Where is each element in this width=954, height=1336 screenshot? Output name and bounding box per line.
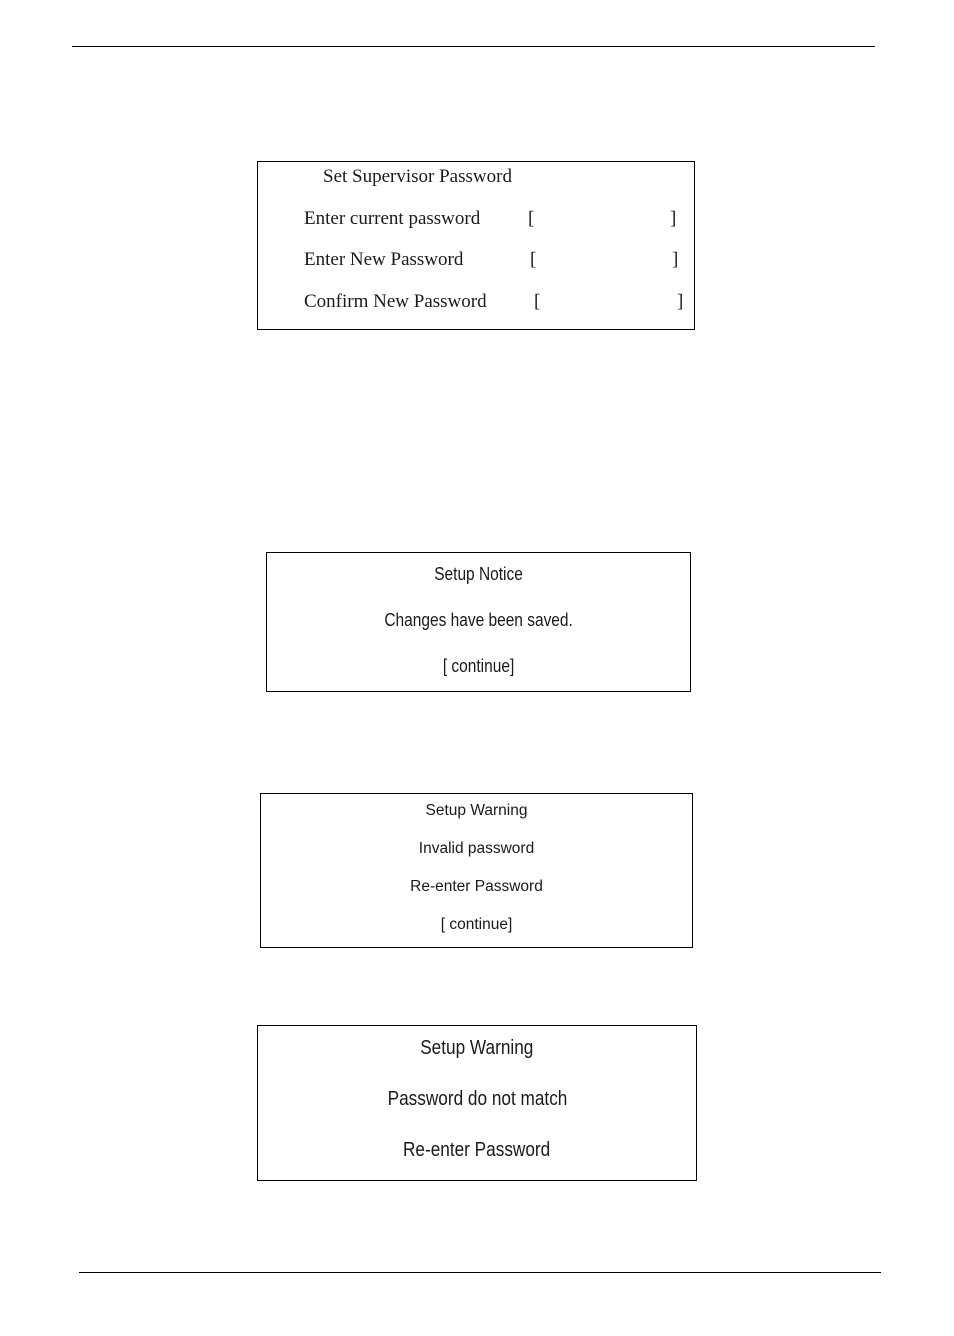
warning-message: Invalid password: [418, 840, 535, 857]
dialog-title: Setup Warning: [425, 802, 528, 819]
new-password-field-close-bracket[interactable]: ]: [672, 249, 679, 270]
warning-message: Password do not match: [387, 1088, 567, 1110]
confirm-password-field-close-bracket[interactable]: ]: [677, 291, 684, 312]
header-rule: [72, 46, 875, 47]
enter-current-password-label: Enter current password: [304, 208, 481, 229]
current-password-field-close-bracket[interactable]: ]: [670, 208, 677, 229]
footer-rule: [79, 1272, 881, 1273]
continue-button[interactable]: [ continue]: [442, 656, 515, 676]
dialog-title: Set Supervisor Password: [323, 166, 512, 187]
enter-new-password-label: Enter New Password: [304, 249, 464, 270]
dialog-title: Setup Warning: [420, 1037, 534, 1059]
notice-message: Changes have been saved.: [384, 610, 573, 630]
setup-notice-dialog: [266, 552, 691, 692]
confirm-new-password-label: Confirm New Password: [304, 291, 487, 312]
set-supervisor-password-dialog: [257, 161, 695, 330]
confirm-password-field-open-bracket[interactable]: [: [534, 291, 541, 312]
dialog-title: Setup Notice: [434, 564, 523, 584]
invalid-password-warning-dialog: [260, 793, 693, 948]
reenter-password-message: Re-enter Password: [410, 878, 543, 895]
new-password-field-open-bracket[interactable]: [: [530, 249, 537, 270]
password-mismatch-warning-dialog: [257, 1025, 697, 1181]
continue-button[interactable]: [ continue]: [440, 916, 513, 933]
current-password-field-open-bracket[interactable]: [: [528, 208, 535, 229]
reenter-password-message: Re-enter Password: [403, 1139, 551, 1161]
